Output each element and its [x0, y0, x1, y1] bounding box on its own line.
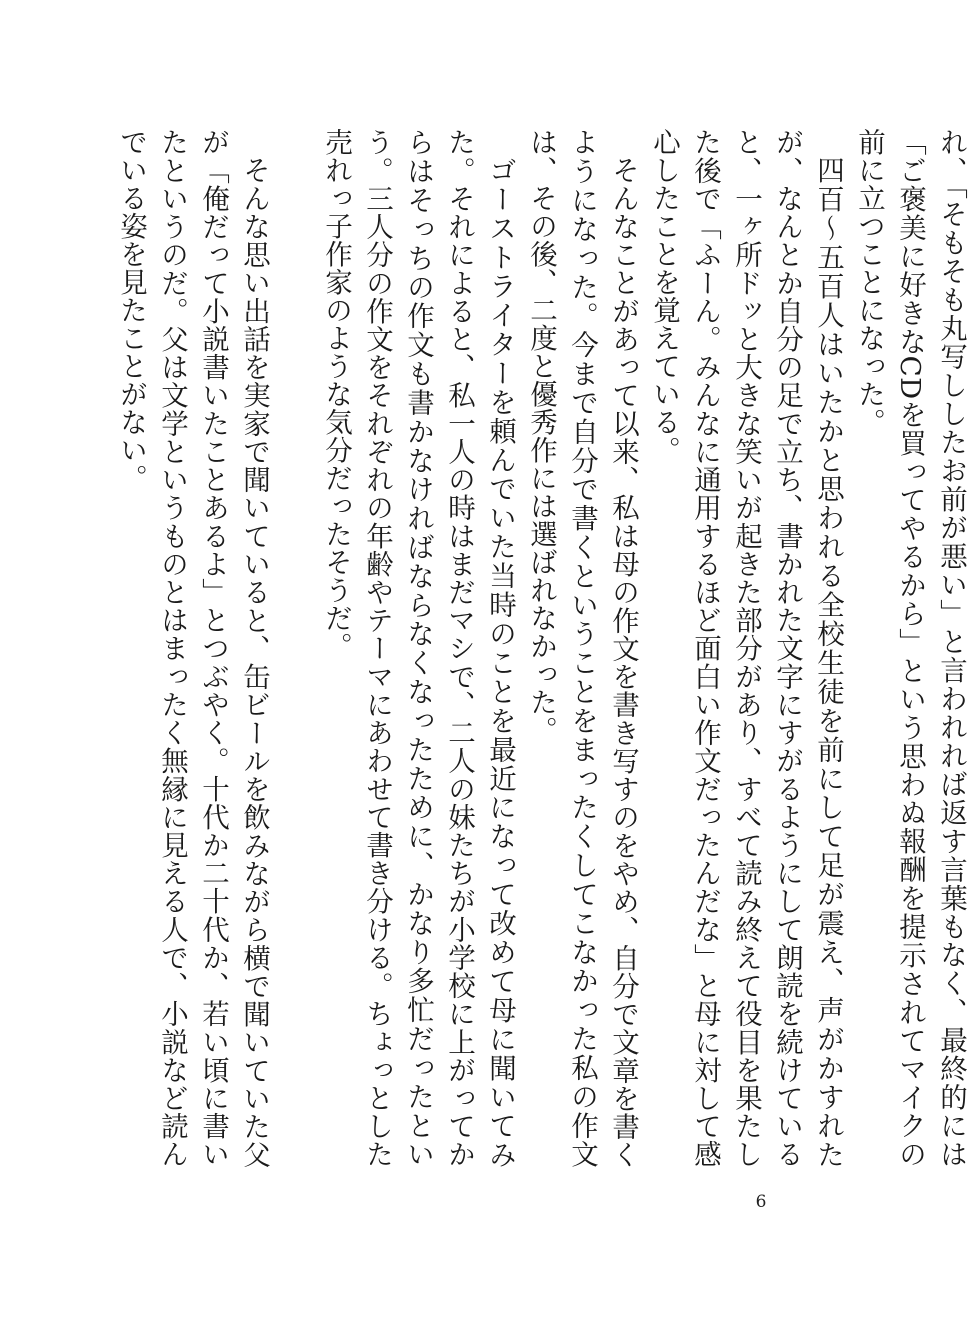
paragraph-3: そんなことがあって以来、私は母の作文を書き写すのをやめ、自分で文章を書くようになった。今まで自分で書くということをまったくしてこなかった私の作文は、その後、二度と優秀作には選ばれなかった。 [525, 128, 639, 1168]
paragraph-4: ゴーストライターを頼んでいた当時のことを最近になって改めて母に聞いてみた。それによると、私一人の時はまだマシで、二人の妹たちが小学校に上がってからはそっちの作文も書かなければならなくなったために、かなり多忙だったという。三人分の作文をそれぞれの年齢やテーマにあわせて書き分ける。ちょっとした売れっ子作家のような気分だったそうだ。 [320, 128, 516, 1168]
paragraph-5: そんな思い出話を実家で聞いていると、缶ビールを飲みながら横で聞いていた父が「俺だって小説書いたことあるよ」とつぶやく。十代か二十代か、若い頃に書いたというのだ。父は文学というものとはまったく無縁に見える人で、小説など読んでいる姿を見たことがない。 [115, 128, 270, 1168]
paragraph-2: 四百〜五百人はいたかと思われる全校生徒を前にして足が震え、声がかすれたが、なんとか自分の足で立ち、書かれた文字にすがるようにして朗読を続けていると、一ヶ所ドッと大きな笑いが起きた部分があり、すべて読み終えて役目を果たした後で「ふーん。みんなに通用するほど面白い作文だったんだな」と母に対して感心したことを覚えている。 [648, 128, 844, 1168]
paragraph-1: れ、「そもそも丸写ししたお前が悪い」と言われれば返す言葉もなく、最終的には「ご褒美に好きなCDを買ってやるから」という思わぬ報酬を提示されてマイクの前に立つことになった。 [853, 128, 967, 1168]
body-text-area [110, 128, 967, 1168]
page-number: 6 [755, 1192, 767, 1212]
vertical-text-column-group [110, 128, 971, 1168]
